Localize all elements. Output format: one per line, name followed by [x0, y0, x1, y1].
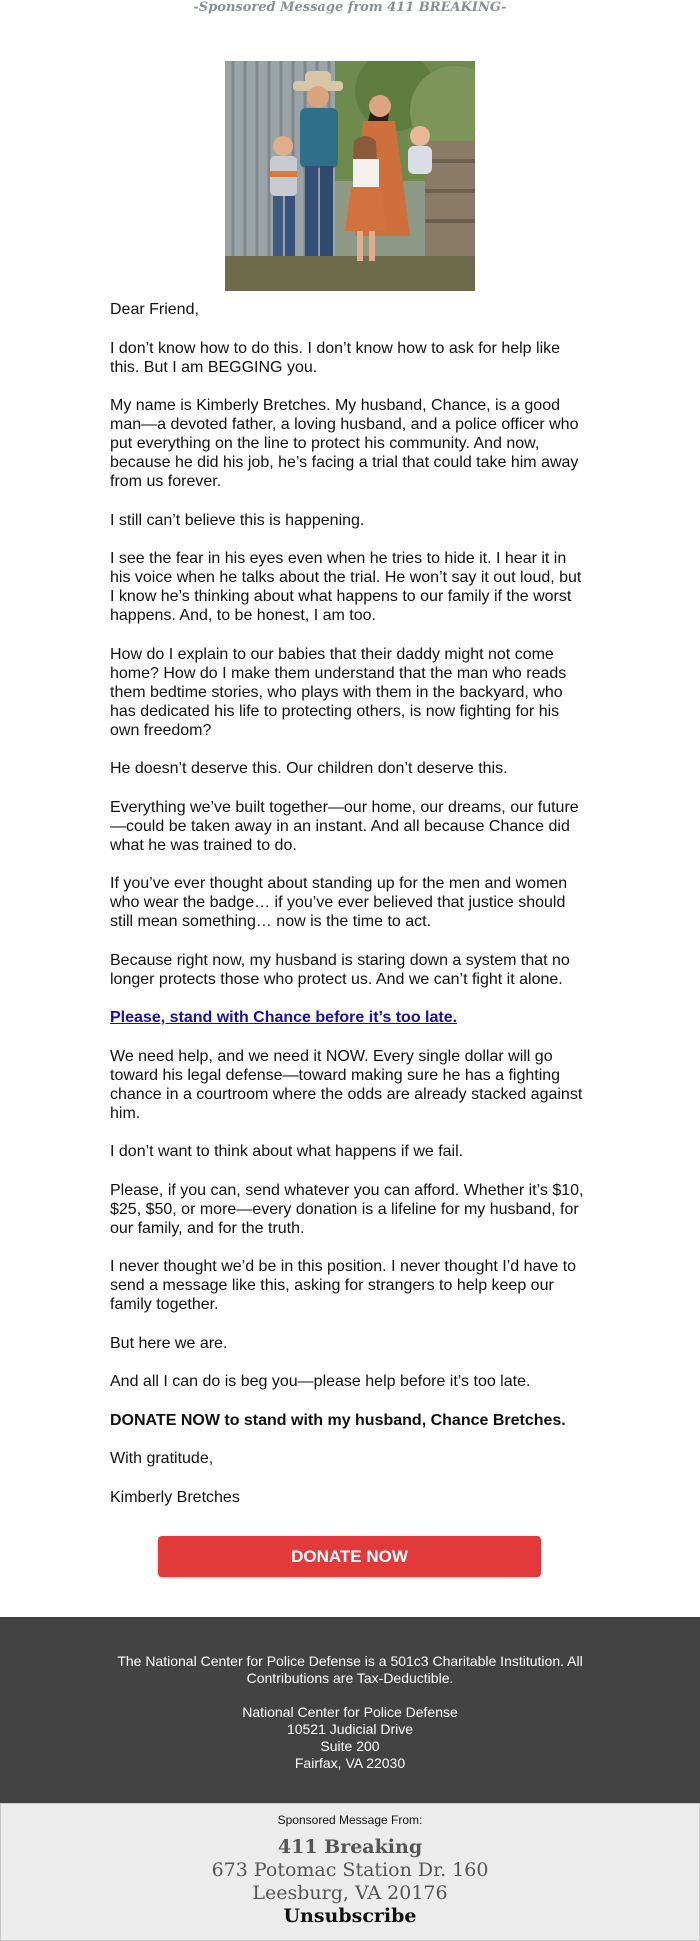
letter-paragraph: And all I can do is beg you—please help before it’s too late.	[110, 1373, 531, 1390]
sponsor-address-line: 673 Potomac Station Dr. 160	[211, 1859, 489, 1881]
signature: Kimberly Bretches	[110, 1488, 240, 1506]
cta-paragraph	[110, 1008, 590, 1027]
letter-paragraph: How do I explain to our babies that their daddy might not come home? How do I make them understand that the man who reads them bedtime stories, who plays with them in the backyard, who has dedicated his life to protecting others, is now fighting for his own freedom?	[110, 645, 567, 739]
letter-paragraph: Because right now, my husband is staring down a system that no longer protects those who protect us. And we can’t fight it alone.	[110, 951, 570, 988]
sponsor-footer	[0, 1803, 700, 1941]
letter-paragraph: Please, if you can, send whatever you can afford. Whether it’s $10, $25, $50, or more—every donation is a lifeline for my husband, for our family, and for the truth.	[110, 1181, 584, 1237]
letter-paragraph: We need help, and we need it NOW. Every single dollar will go toward his legal defense—toward making sure he has a fighting chance in a courtroom where the odds are already stacked against him.	[110, 1047, 583, 1122]
closing: With gratitude,	[110, 1450, 214, 1467]
donate-callout: DONATE NOW to stand with my husband, Chance Bretches.	[110, 1411, 566, 1429]
sponsor-name: 411 Breaking	[277, 1836, 423, 1858]
greeting: Dear Friend,	[110, 301, 199, 318]
unsubscribe-link[interactable]: Unsubscribe	[283, 1905, 417, 1927]
family-photo	[225, 61, 475, 291]
sponsored-banner: -Sponsored Message from 411 BREAKING-	[193, 0, 507, 15]
address-line: Suite 200	[320, 1738, 380, 1754]
letter-paragraph: I don’t know how to do this. I don’t know how to ask for help like this. But I am BEGGING you.	[110, 339, 561, 376]
letter-paragraph: If you’ve ever thought about standing up for the men and women who wear the badge… if you’ve ever believed that justice should still mean something… now is the time to act.	[110, 875, 568, 930]
letter-paragraph: But here we are.	[110, 1334, 228, 1352]
letter-paragraph: Everything we’ve built together—our home, our dreams, our future—could be taken away in an instant. And all because Chance did what he was trained to do.	[110, 798, 579, 854]
letter-paragraph: I never thought we’d be in this position. I never thought I’d have to send a message like this, asking for strangers to help keep our family together.	[110, 1258, 577, 1313]
letter-paragraph: I don’t want to think about what happens if we fail.	[110, 1143, 464, 1160]
letter-paragraph: He doesn’t deserve this. Our children don’t deserve this.	[110, 760, 508, 777]
org-address	[0, 1704, 700, 1772]
stand-with-chance-link[interactable]: Please, stand with Chance before it’s too late.	[110, 1009, 458, 1026]
letter-paragraph: I still can’t believe this is happening.	[110, 511, 365, 529]
footer-disclaimer	[0, 1617, 700, 1803]
sponsor-label: Sponsored Message From:	[277, 1813, 423, 1827]
tax-notice: The National Center for Police Defense is a 501c3 Charitable Institution. All Contributions are Tax-Deductible.	[117, 1653, 583, 1686]
letter-paragraph: I see the fear in his eyes even when he tries to hide it. I hear it in his voice when he talks about the trial. He won’t say it out loud, but I know he’s thinking about what happens to our family if the worst happens. And, to be honest, I am too.	[110, 550, 582, 624]
org-name: National Center for Police Defense	[242, 1704, 458, 1720]
donate-now-button[interactable]: DONATE NOW	[158, 1536, 541, 1577]
address-line: 10521 Judicial Drive	[286, 1721, 414, 1737]
address-line: Fairfax, VA 22030	[294, 1755, 406, 1771]
letter-paragraph: My name is Kimberly Bretches. My husband, Chance, is a good man—a devoted father, a loving husband, and a police officer who put everything on the line to protect his community. And now, because he did his job, he’s facing a trial that could take him away from us forever.	[110, 397, 579, 490]
sponsor-address-line: Leesburg, VA 20176	[252, 1882, 448, 1904]
letter-body	[110, 300, 590, 1526]
